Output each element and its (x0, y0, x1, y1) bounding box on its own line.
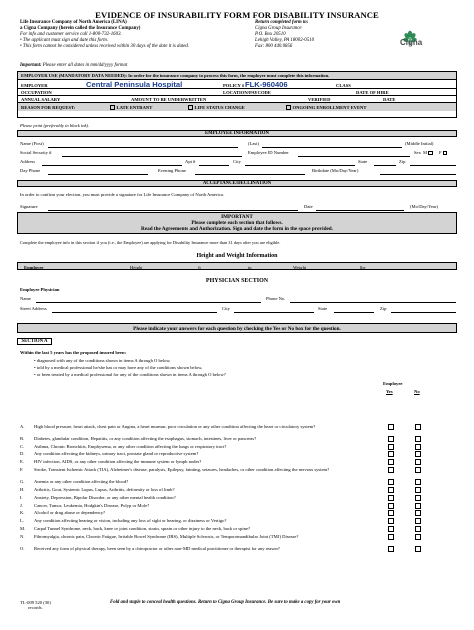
hw-employee-label: Employee (24, 264, 44, 270)
occupation-row (18, 89, 456, 96)
class-label: CLASS (336, 82, 351, 88)
physician-city-label: City (222, 306, 230, 311)
name-first-field[interactable] (48, 147, 238, 148)
hw-lbs-label: lbs (360, 264, 366, 270)
question-text: Stroke, Transient Ischemic Attack (TIA), Alzheimer's disease, paralysis, Epilepsy, fainting, seizures, headaches, or other condition affecting the nervous system? (34, 467, 330, 473)
policy-value[interactable]: FLK-960406 (245, 79, 288, 89)
location-label: LOCATION/PAYCODE (223, 90, 271, 95)
zip-field[interactable] (410, 165, 456, 166)
question-text: Asthma, Chronic Bronchitis, Emphysema, or any other condition affecting the lungs or respiratory tract? (34, 443, 227, 449)
employer-use-header-row (18, 72, 456, 80)
sex-f-checkbox[interactable] (443, 151, 448, 156)
question-letter: G. (20, 478, 25, 484)
reason-late-entrant[interactable] (110, 105, 152, 110)
form-code-line-1: TL-009 520 (30) (20, 600, 51, 605)
physician-street-field[interactable] (52, 312, 217, 313)
no-column-label: No (414, 389, 420, 394)
acceptance-date-field[interactable] (316, 210, 404, 211)
reason-row (18, 103, 456, 111)
return-line-4: Lehigh Valley, PA 18002-0510 (255, 38, 315, 44)
complete-note: Complete the employee info in this section if you (i.e., the Employee) are applying for Disability Insurance more than 31 days after you are eligible. (20, 240, 281, 245)
question-no-checkbox[interactable] (415, 479, 421, 485)
employer-use-box (17, 71, 457, 118)
return-line-2: Cigna Group Insurance (255, 26, 302, 32)
amount-label: AMOUNT TO BE UNDERWRITTEN (131, 97, 207, 102)
question-no-checkbox[interactable] (415, 459, 421, 465)
address-label: Address (20, 159, 36, 164)
question-no-checkbox[interactable] (415, 444, 421, 450)
date-format-note (20, 63, 127, 68)
question-text: Any condition affecting the kidneys, urinary tract, prostate gland or reproductive system? (34, 451, 199, 457)
employee-column-label: Employee (383, 381, 403, 386)
return-address (255, 20, 314, 50)
question-no-checkbox[interactable] (415, 510, 421, 516)
zip-label: Zip (399, 159, 406, 164)
question-letter: A. (20, 424, 25, 429)
return-line-1: Return completed form to: (255, 20, 309, 25)
important-label: Important: (20, 63, 42, 68)
day-phone-field[interactable] (48, 174, 148, 175)
reason-label: REASON FOR REQUEST: (21, 104, 76, 110)
important-header: IMPORTANT (221, 214, 253, 220)
form-title: EVIDENCE OF INSURABILITY FORM FOR DISABILITY INSURANCE (95, 10, 379, 20)
employer-value[interactable]: Central Peninsula Hospital (86, 79, 183, 89)
question-no-checkbox[interactable] (415, 546, 421, 552)
city-label: City (233, 159, 241, 164)
employee-info-header: EMPLOYEE INFORMATION (17, 130, 457, 137)
form-code (20, 600, 51, 610)
question-text: HIV infection, AIDS, or any other condition affecting the immune system or lymph nodes? (34, 459, 202, 465)
bullet-2-text: told by a medical professional he/she has or may have any of the conditions shown below, (36, 365, 203, 370)
question-no-checkbox[interactable] (415, 503, 421, 509)
evening-phone-label: Evening Phone (158, 168, 186, 173)
employee-id-field[interactable] (298, 156, 410, 157)
late-entrant-label: LATE ENTRANT (116, 104, 153, 110)
question-letter: F. (20, 467, 24, 473)
signature-label: Signature (20, 204, 38, 209)
question-letter: M. (20, 526, 26, 532)
question-text: Received any form of physical therapy, been seen by a chiropractor or other non-MD medical practitioner or therapist for any reason? (34, 545, 280, 551)
sex-m-checkbox[interactable] (428, 151, 433, 156)
question-letter: O. (20, 545, 25, 551)
name-last-field[interactable] (262, 147, 402, 148)
sex-label: Sex (414, 150, 421, 155)
answers-banner: Please indicate your answers for each question by checking the Yes or No box for the question. (17, 323, 457, 333)
question-letter: D. (20, 451, 25, 457)
physician-zip-field[interactable] (391, 312, 456, 313)
state-label: State (358, 159, 368, 164)
question-yes-checkbox[interactable] (388, 479, 394, 485)
question-yes-checkbox[interactable] (388, 451, 394, 457)
sex-f-option[interactable] (439, 150, 449, 155)
bullet-3-text: or been treated by a medical professional for any of the conditions shown in items A through O below? (36, 372, 226, 377)
reason-life-status[interactable] (188, 105, 245, 110)
question-text: High blood pressure, heart attack, chest pain or Angina, a heart murmur, poor circulation or any other condition affecting the heart or circulatory system? (34, 424, 316, 429)
state-field[interactable] (374, 165, 396, 166)
physician-street-label: Street Address (20, 306, 47, 311)
physician-phone-label: Phone No. (266, 296, 286, 301)
question-letter: L. (20, 518, 24, 524)
hw-height-label: Height (130, 264, 143, 270)
date-hire-label: DATE OF HIRE (356, 90, 389, 95)
question-yes-checkbox[interactable] (388, 534, 394, 540)
bullet-1-text: diagnosed with any of the conditions shown in items A through O below, (36, 358, 171, 363)
question-no-checkbox[interactable] (415, 467, 421, 473)
date-label: DATE (383, 97, 396, 102)
ssn-label: Social Security # (20, 150, 52, 155)
question-yes-checkbox[interactable] (388, 487, 394, 493)
question-yes-checkbox[interactable] (388, 510, 394, 516)
question-no-checkbox[interactable] (415, 495, 421, 501)
question-letter: K. (20, 510, 25, 516)
question-text: Diabetes, glandular condition, Hepatitis, or any condition affecting the esophagus, stomach, intestines, liver or pancreas? (34, 435, 257, 441)
question-yes-checkbox[interactable] (388, 546, 394, 552)
employee-physician-label: Employee Physician (20, 287, 60, 292)
name-last-label: (Last) (248, 141, 259, 146)
height-weight-header: Height and Weight Information (196, 253, 278, 259)
question-yes-checkbox[interactable] (388, 424, 394, 430)
important-text: Please enter all dates in mm/dd/yyyy format (41, 63, 128, 68)
question-text: Fibromyalgia, chronic pain, Chronic Fatigue, Irritable Bowel Syndrome (IBS), Multiple Sclerosis, or Temporomandibular Joint (TMJ) Disease? (34, 534, 299, 540)
question-yes-checkbox[interactable] (388, 495, 394, 501)
company-line-5: • This form cannot be considered unless received within 30 days of the date it is dated. (20, 44, 190, 50)
birthdate-field[interactable] (380, 174, 456, 175)
question-letter: E. (20, 459, 24, 465)
city-field[interactable] (245, 165, 355, 166)
question-text: Anxiety, Depression, Bipolar Disorder, or any other mental health condition? (34, 494, 176, 500)
hw-ft-label: ft (198, 264, 201, 270)
question-yes-checkbox[interactable] (388, 444, 394, 450)
physician-name-field[interactable] (36, 302, 261, 303)
yes-column-label: Yes (386, 389, 393, 394)
employee-id-label: Employee ID Number (248, 150, 289, 155)
question-letter: B. (20, 435, 25, 441)
physician-city-field[interactable] (234, 312, 314, 313)
question-no-checkbox[interactable] (415, 424, 421, 430)
question-yes-checkbox[interactable] (388, 436, 394, 442)
ongoing-label: ONGOING ENROLLMENT EVENT (292, 104, 367, 110)
question-letter: J. (20, 502, 23, 508)
employer-use-header: EMPLOYER USE (MANDATORY DATA NEEDED): In order for the insurance company to process this form, the employer must complete this information. (21, 73, 330, 78)
physician-state-label: State (318, 306, 328, 311)
reason-ongoing[interactable] (286, 105, 366, 110)
sex-f-label: F (439, 150, 442, 155)
question-no-checkbox[interactable] (415, 436, 421, 442)
physician-state-field[interactable] (334, 312, 374, 313)
life-status-checkbox[interactable] (188, 105, 193, 110)
question-yes-checkbox[interactable] (388, 518, 394, 524)
section-a-bullet-3: • or been treated by a medical professional for any of the conditions shown in items A through O below? (34, 372, 226, 377)
question-letter: C. (20, 443, 25, 449)
question-yes-checkbox[interactable] (388, 459, 394, 465)
question-no-checkbox[interactable] (415, 518, 421, 524)
day-phone-label: Day Phone (20, 168, 41, 173)
important-box (17, 212, 457, 234)
question-no-checkbox[interactable] (415, 526, 421, 532)
physician-name-label: Name (20, 296, 31, 301)
acceptance-date-label: Date (304, 204, 313, 209)
important-line-1: Please complete each section that follows. (191, 220, 283, 227)
question-yes-checkbox[interactable] (388, 503, 394, 509)
hw-in-label: in (248, 264, 252, 270)
question-text: Arthritis, Gout, Systemic Lupus, Lupus, Arthritis, deformity or loss of limb? (34, 486, 175, 492)
middle-initial-label: (Middle Initial) (405, 141, 434, 146)
acceptance-header: ACCEPTANCE/DECLINATION (17, 180, 457, 187)
occupation-label: OCCUPATION (21, 90, 52, 95)
question-text: Anemia or any other condition affecting the blood? (34, 478, 129, 484)
section-a-intro: Within the last 5 years has the proposed insured been: (20, 350, 127, 355)
salary-row (18, 96, 456, 103)
company-line-2: a Cigna Company (herein called the Insurance Company) (20, 26, 141, 32)
return-line-3: P.O. Box 20510 (255, 32, 286, 38)
sex-m-label: M (423, 150, 428, 155)
section-a-bullet-2: • told by a medical professional he/she has or may have any of the conditions shown below, (34, 365, 203, 370)
question-letter: H. (20, 486, 25, 492)
birthdate-label: Birthdate (Mo/Day/Year) (312, 168, 359, 173)
section-a-bullet-1: • diagnosed with any of the conditions shown in items A through O below, (34, 358, 171, 363)
question-no-checkbox[interactable] (415, 451, 421, 457)
sex-m-option[interactable] (423, 150, 435, 155)
acceptance-date-format: (Mo/Day/Year) (410, 204, 439, 209)
physician-zip-label: Zip (380, 306, 387, 311)
question-text: Alcohol or drug abuse or dependency? (34, 510, 106, 516)
ongoing-checkbox[interactable] (286, 105, 291, 110)
question-no-checkbox[interactable] (415, 487, 421, 493)
apt-field[interactable] (199, 165, 229, 166)
section-a-label: SECTION A (17, 338, 52, 345)
footer-note: Fold and staple to conceal health questions. Return to Cigna Group Insurance. Be sure to make a copy for your own (110, 600, 341, 605)
question-text: Cancer, Tumor, Leukemia, Hodgkin's Disease, Polyp or Mole? (34, 502, 150, 508)
height-weight-row (17, 262, 457, 270)
return-line-5: Fax: 800 440.0856 (255, 44, 293, 50)
question-letter: N. (20, 534, 25, 540)
company-line-3: For info and customer service call 1-800-732-1603. (20, 32, 122, 38)
verified-label: VERIFIED (308, 97, 331, 102)
form-code-line-2: records. (28, 605, 43, 611)
question-yes-checkbox[interactable] (388, 526, 394, 532)
print-note: Please print (preferably in black ink). (20, 123, 90, 128)
life-status-label: LIFE STATUS CHANGE (194, 104, 245, 110)
question-text: Carpal Tunnel Syndrome, neck, back, knee or joint condition, strain, sprain or other injury to the neck, back or spine? (34, 526, 250, 532)
apt-label: Apt # (185, 159, 196, 164)
policy-label: POLICY # (223, 82, 245, 88)
hw-weight-label: Weight (293, 264, 307, 270)
company-line-1: Life Insurance Company of North America (LINA) (20, 20, 127, 25)
address-field[interactable] (42, 165, 182, 166)
evening-phone-field[interactable] (195, 174, 305, 175)
question-letter: I. (20, 494, 23, 500)
signature-field[interactable] (48, 210, 298, 211)
company-line-4: • The applicant must sign and date this form. (20, 38, 108, 44)
company-info (20, 20, 250, 50)
ssn-field[interactable] (62, 156, 242, 157)
employer-row (18, 80, 456, 89)
employer-label: EMPLOYER (21, 82, 48, 88)
late-entrant-checkbox[interactable] (110, 105, 115, 110)
question-no-checkbox[interactable] (415, 534, 421, 540)
cigna-wordmark: Cigna (400, 38, 423, 47)
question-yes-checkbox[interactable] (388, 467, 394, 473)
important-line-2: Read the Agreements and Authorization. Sign and date the form in the space provided. (141, 226, 333, 233)
physician-phone-field[interactable] (290, 302, 456, 303)
question-text: Any condition affecting hearing or vision, including any loss of sight or hearing, or dizziness or Vertigo? (34, 518, 227, 524)
physician-header: PHYSICIAN SECTION (205, 278, 269, 284)
salary-label: ANNUAL SALARY (21, 97, 61, 102)
acceptance-text: In order to confirm your election, you must provide a signature for Life Insurance Company of North America. (20, 192, 224, 197)
name-first-label: Name (First) (20, 141, 44, 146)
